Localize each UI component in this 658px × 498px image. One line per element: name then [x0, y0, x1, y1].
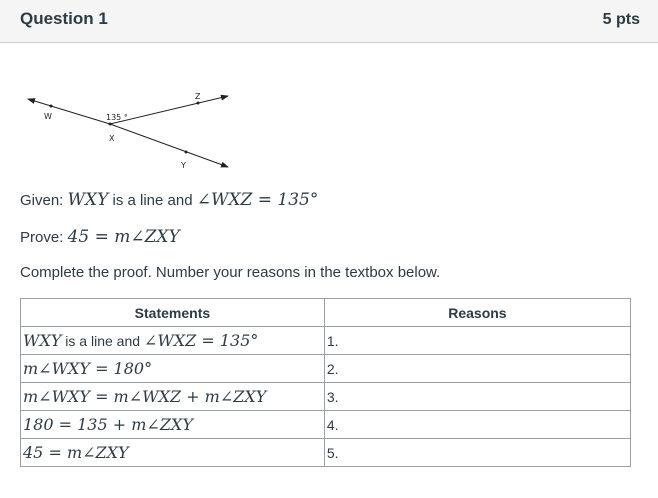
statement-plain-text: is a line and: [61, 333, 144, 349]
statement-math-line: WXY: [23, 331, 62, 350]
label-z: Z: [195, 92, 201, 101]
statement-cell: 45 = m∠ZXY: [21, 439, 325, 467]
table-row: [21, 439, 631, 467]
point-w: [50, 105, 53, 108]
point-z: [197, 102, 200, 105]
statement-cell: 180 = 135 + m∠ZXY: [21, 411, 325, 439]
statement-cell: [21, 327, 325, 355]
table-row: [21, 327, 631, 355]
point-x: [109, 123, 112, 126]
reason-cell: 3.: [324, 383, 630, 411]
reason-cell: 4.: [324, 411, 630, 439]
prove-math: 45 = m∠ZXY: [67, 227, 180, 247]
proof-table: [20, 298, 631, 467]
angle-label: 135 °: [106, 113, 128, 122]
point-y: [185, 151, 188, 154]
label-y: Y: [181, 161, 186, 170]
given-middle: is a line and: [108, 192, 197, 209]
given-prefix: Given:: [20, 192, 68, 209]
table-row: [21, 383, 631, 411]
table-row: [21, 355, 631, 383]
label-x: X: [109, 134, 115, 143]
line-wxy: [28, 99, 110, 124]
label-w: W: [44, 112, 52, 121]
header-statements: Statements: [21, 299, 325, 327]
question-title: Question 1: [20, 9, 108, 28]
line-xy: [110, 124, 228, 167]
geometry-diagram: [24, 86, 236, 174]
question-header: [0, 0, 658, 43]
table-row: [21, 411, 631, 439]
given-math-line: WXY: [67, 190, 109, 210]
given-statement: [20, 190, 318, 210]
header-reasons: Reasons: [324, 299, 630, 327]
reason-cell: 2.: [324, 355, 630, 383]
prove-prefix: Prove:: [20, 229, 68, 246]
statement-cell: m∠WXY = 180°: [21, 355, 325, 383]
proof-instructions: Complete the proof. Number your reasons in the textbox below.: [20, 264, 441, 281]
statement-cell: m∠WXY = m∠WXZ + m∠ZXY: [21, 383, 325, 411]
reason-cell: 5.: [324, 439, 630, 467]
given-math-angle: ∠WXZ = 135°: [196, 190, 319, 210]
table-header-row: [21, 299, 631, 327]
statement-math-angle: ∠WXZ = 135°: [143, 331, 259, 350]
reason-cell: 1.: [324, 327, 630, 355]
prove-statement: [20, 227, 180, 247]
question-points: 5 pts: [602, 11, 640, 28]
